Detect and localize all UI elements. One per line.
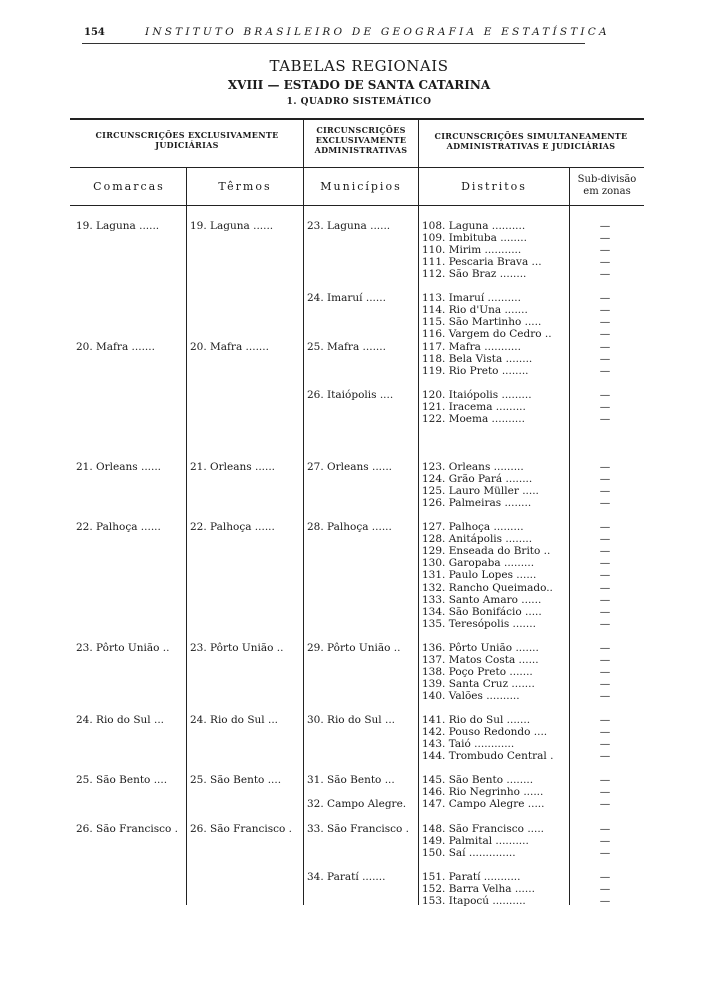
zone-dash: — xyxy=(599,497,611,510)
municipio-cell: 32. Campo Alegre. xyxy=(307,798,407,811)
distrito-cell: 124. Grão Pará ........ xyxy=(422,473,533,486)
comarca-cell: 20. Mafra ....... xyxy=(76,340,155,353)
zone-dash: — xyxy=(599,364,611,377)
distrito-cell: 129. Enseada do Brito .. xyxy=(422,545,551,558)
zone-dash: — xyxy=(599,316,611,329)
zone-dash: — xyxy=(599,605,611,618)
zone-dash: — xyxy=(599,870,611,883)
municipio-cell: 34. Paratí ....... xyxy=(307,870,386,883)
municipio-cell: 27. Orleans ...... xyxy=(307,461,393,473)
zone-dash: — xyxy=(599,232,611,245)
col-divider-3 xyxy=(418,120,419,905)
termo-cell: 23. Pôrto União .. xyxy=(190,641,284,654)
distrito-cell: 128. Anitápolis ........ xyxy=(422,533,533,546)
zone-dash: — xyxy=(599,352,611,365)
zone-dash: — xyxy=(599,400,611,413)
zone-dash: — xyxy=(599,593,611,606)
zone-dash: — xyxy=(599,714,611,727)
distrito-cell: 152. Barra Velha ...... xyxy=(422,882,535,895)
municipio-cell: 23. Laguna ...... xyxy=(307,220,391,232)
municipio-cell: 31. São Bento ... xyxy=(307,774,395,787)
municipio-cell: 29. Pôrto União .. xyxy=(307,641,401,654)
municipio-cell: 25. Mafra ....... xyxy=(307,340,386,353)
distrito-cell: 114. Rio d'Una ....... xyxy=(422,304,528,317)
zone-dash: — xyxy=(599,834,611,847)
distrito-cell: 122. Moema .......... xyxy=(422,412,525,425)
termo-cell: 20. Mafra ....... xyxy=(190,340,269,353)
zone-dash: — xyxy=(599,557,611,570)
distrito-cell: 125. Lauro Müller ..... xyxy=(422,485,539,498)
col-divider-1 xyxy=(186,167,187,905)
distrito-cell: 138. Poço Preto ....... xyxy=(422,665,533,678)
table-top-rule xyxy=(70,118,644,120)
zone-dash: — xyxy=(599,545,611,558)
distrito-cell: 136. Pôrto União ....... xyxy=(422,641,539,654)
distrito-cell: 135. Teresópolis ....... xyxy=(422,617,536,630)
distrito-cell: 112. São Braz ........ xyxy=(422,268,527,281)
termo-cell: 19. Laguna ...... xyxy=(190,220,274,232)
comarca-cell: 23. Pôrto União .. xyxy=(76,641,170,654)
page-title: TABELAS REGIONAIS xyxy=(269,57,449,75)
zone-dash: — xyxy=(599,220,611,232)
col-divider-4 xyxy=(569,167,570,905)
zone-dash: — xyxy=(599,244,611,257)
municipio-cell: 28. Palhoça ...... xyxy=(307,521,392,534)
termo-cell: 24. Rio do Sul ... xyxy=(190,714,279,727)
running-head: INSTITUTO BRASILEIRO DE GEOGRAFIA E ESTATÍSTICA xyxy=(145,26,610,38)
municipio-cell: 26. Itaiópolis .... xyxy=(307,388,394,401)
header-comarcas: Comarcas xyxy=(93,180,165,193)
zone-dash: — xyxy=(599,268,611,281)
distrito-cell: 153. Itapocú .......... xyxy=(422,894,526,907)
state-subtitle: XVIII — ESTADO DE SANTA CATARINA xyxy=(227,78,491,92)
zone-dash: — xyxy=(599,653,611,666)
distrito-cell: 140. Valões .......... xyxy=(422,689,520,702)
zone-dash: — xyxy=(599,473,611,486)
zone-dash: — xyxy=(599,641,611,654)
zone-dash: — xyxy=(599,388,611,401)
zone-dash: — xyxy=(599,617,611,630)
distrito-cell: 127. Palhoça ......... xyxy=(422,521,524,534)
zone-dash: — xyxy=(599,340,611,353)
zone-dash: — xyxy=(599,786,611,799)
zone-dash: — xyxy=(599,485,611,498)
comarca-cell: 24. Rio do Sul ... xyxy=(76,714,165,727)
comarca-cell: 22. Palhoça ...... xyxy=(76,521,161,534)
distrito-cell: 119. Rio Preto ........ xyxy=(422,364,529,377)
termo-cell: 21. Orleans ...... xyxy=(190,461,276,473)
municipio-cell: 30. Rio do Sul ... xyxy=(307,714,396,727)
termo-cell: 26. São Francisco . xyxy=(190,822,292,835)
distrito-cell: 123. Orleans ......... xyxy=(422,461,524,473)
zone-dash: — xyxy=(599,846,611,859)
distrito-cell: 145. São Bento ........ xyxy=(422,774,534,787)
zone-dash: — xyxy=(599,726,611,739)
distrito-cell: 137. Matos Costa ...... xyxy=(422,653,539,666)
header-rule xyxy=(82,43,585,44)
zone-dash: — xyxy=(599,533,611,546)
distrito-cell: 144. Trombudo Central . xyxy=(422,750,554,763)
zone-dash: — xyxy=(599,822,611,835)
group-header-rule xyxy=(70,167,644,168)
distrito-cell: 142. Pouso Redondo .... xyxy=(422,726,548,739)
distrito-cell: 108. Laguna .......... xyxy=(422,220,526,232)
zone-dash: — xyxy=(599,292,611,305)
distrito-cell: 132. Rancho Queimado.. xyxy=(422,581,553,594)
distrito-cell: 116. Vargem do Cedro .. xyxy=(422,328,552,341)
comarca-cell: 26. São Francisco . xyxy=(76,822,178,835)
distrito-cell: 118. Bela Vista ........ xyxy=(422,352,533,365)
group-header-simultaneas: CIRCUNSCRIÇÕES SIMULTANEAMENTE ADMINISTRATIVAS E JUDICIÁRIAS xyxy=(434,131,628,151)
zone-dash: — xyxy=(599,569,611,582)
zone-dash: — xyxy=(599,689,611,702)
zone-dash: — xyxy=(599,677,611,690)
zone-dash: — xyxy=(599,328,611,341)
section-title: 1. QUADRO SISTEMÁTICO xyxy=(286,97,432,107)
distrito-cell: 134. São Bonifácio ..... xyxy=(422,605,542,618)
distrito-cell: 121. Iracema ......... xyxy=(422,400,526,413)
distrito-cell: 110. Mirim ........... xyxy=(422,244,522,257)
page-number: 154 xyxy=(84,27,105,38)
distrito-cell: 146. Rio Negrinho ...... xyxy=(422,786,544,799)
distrito-cell: 113. Imaruí .......... xyxy=(422,292,521,305)
group-header-administrativas: CIRCUNSCRIÇÕES EXCLUSIVAMENTE ADMINISTRATIVAS xyxy=(314,125,408,155)
group-header-judiciarias: CIRCUNSCRIÇÕES EXCLUSIVAMENTE JUDICIÁRIAS xyxy=(95,130,279,150)
distrito-cell: 130. Garopaba ......... xyxy=(422,557,535,570)
zone-dash: — xyxy=(599,798,611,811)
distrito-cell: 148. São Francisco ..... xyxy=(422,822,545,835)
header-municipios: Municípios xyxy=(320,180,402,193)
distrito-cell: 141. Rio do Sul ....... xyxy=(422,714,531,727)
zone-dash: — xyxy=(599,750,611,763)
comarca-cell: 25. São Bento .... xyxy=(76,774,168,787)
header-termos: Têrmos xyxy=(218,180,272,193)
distrito-cell: 147. Campo Alegre ..... xyxy=(422,798,545,811)
zone-dash: — xyxy=(599,412,611,425)
zone-dash: — xyxy=(599,665,611,678)
distrito-cell: 126. Palmeiras ........ xyxy=(422,497,532,510)
header-subdivisao: Sub-divisão em zonas xyxy=(577,174,637,197)
distrito-cell: 111. Pescaria Brava ... xyxy=(422,256,542,269)
distrito-cell: 143. Taió ............ xyxy=(422,738,515,751)
sub-header-rule xyxy=(70,205,644,206)
zone-dash: — xyxy=(599,894,611,907)
distrito-cell: 120. Itaiópolis ......... xyxy=(422,388,532,401)
termo-cell: 22. Palhoça ...... xyxy=(190,521,275,534)
zone-dash: — xyxy=(599,882,611,895)
zone-dash: — xyxy=(599,461,611,473)
distrito-cell: 151. Paratí ........... xyxy=(422,870,521,883)
distrito-cell: 117. Mafra ........... xyxy=(422,340,521,353)
distrito-cell: 133. Santo Amaro ...... xyxy=(422,593,542,606)
zone-dash: — xyxy=(599,581,611,594)
header-distritos: Distritos xyxy=(461,180,527,193)
distrito-cell: 150. Saí .............. xyxy=(422,846,516,859)
zone-dash: — xyxy=(599,738,611,751)
zone-dash: — xyxy=(599,256,611,269)
municipio-cell: 33. São Francisco . xyxy=(307,822,409,835)
distrito-cell: 149. Palmital .......... xyxy=(422,834,529,847)
zone-dash: — xyxy=(599,521,611,534)
termo-cell: 25. São Bento .... xyxy=(190,774,282,787)
comarca-cell: 21. Orleans ...... xyxy=(76,461,162,473)
zone-dash: — xyxy=(599,304,611,317)
col-divider-2 xyxy=(303,120,304,905)
distrito-cell: 139. Santa Cruz ....... xyxy=(422,677,535,690)
municipio-cell: 24. Imaruí ...... xyxy=(307,292,386,305)
distrito-cell: 131. Paulo Lopes ...... xyxy=(422,569,537,582)
distrito-cell: 109. Imbituba ........ xyxy=(422,232,527,245)
comarca-cell: 19. Laguna ...... xyxy=(76,220,160,232)
distrito-cell: 115. São Martinho ..... xyxy=(422,316,542,329)
zone-dash: — xyxy=(599,774,611,787)
